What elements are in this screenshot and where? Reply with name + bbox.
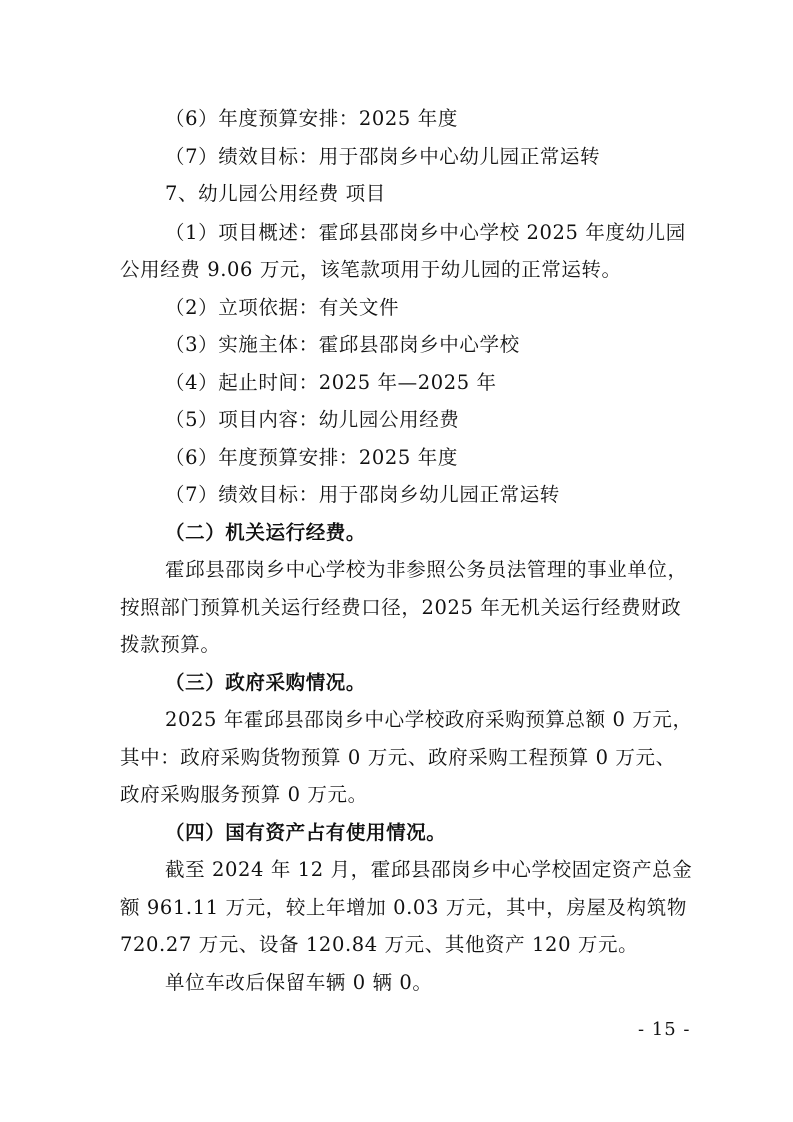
text-line: 单位车改后保留车辆 0 辆 0。 [165,971,433,994]
text-line: （2）立项依据：有关文件 [165,296,400,319]
text-line: （6）年度预算安排：2025 年度 [165,446,458,469]
text-line: （7）绩效目标：用于邵岗乡幼儿园正常运转 [165,483,560,506]
text-line: （5）项目内容：幼儿园公用经费 [165,408,460,431]
text-line: 其中：政府采购货物预算 0 万元、政府采购工程预算 0 万元、 [120,746,676,769]
text-line: 2025 年霍邱县邵岗乡中心学校政府采购预算总额 0 万元， [165,708,693,731]
text-line: 公用经费 9.06 万元，该笔款项用于幼儿园的正常运转。 [120,258,622,281]
section-heading: （四）国有资产占有使用情况。 [165,821,447,844]
text-line: 霍邱县邵岗乡中心学校为非参照公务员法管理的事业单位， [165,558,688,581]
text-line: 截至 2024 年 12 月，霍邱县邵岗乡中心学校固定资产总金 [165,858,693,881]
text-line: （6）年度预算安排：2025 年度 [165,107,458,130]
section-heading: 7、幼儿园公用经费 项目 [165,182,386,205]
text-line: （7）绩效目标：用于邵岗乡中心幼儿园正常运转 [165,145,601,168]
text-line: 720.27 万元、设备 120.84 万元、其他资产 120 万元。 [120,933,639,956]
section-heading: （三）政府采购情况。 [165,671,367,694]
text-line: 拨款预算。 [120,633,221,656]
text-line: （4）起止时间：2025 年—2025 年 [165,371,497,394]
text-line: 政府采购服务预算 0 万元。 [120,783,368,806]
text-line: 按照部门预算机关运行经费口径，2025 年无机关运行经费财政 [120,596,682,619]
section-heading: （二）机关运行经费。 [165,521,367,544]
text-line: （3）实施主体：霍邱县邵岗乡中心学校 [165,333,520,356]
text-line: （1）项目概述：霍邱县邵岗乡中心学校 2025 年度幼儿园 [165,221,686,244]
text-line: 额 961.11 万元，较上年增加 0.03 万元，其中，房屋及构筑物 [120,896,687,919]
page-number: - 15 - [638,1019,691,1040]
